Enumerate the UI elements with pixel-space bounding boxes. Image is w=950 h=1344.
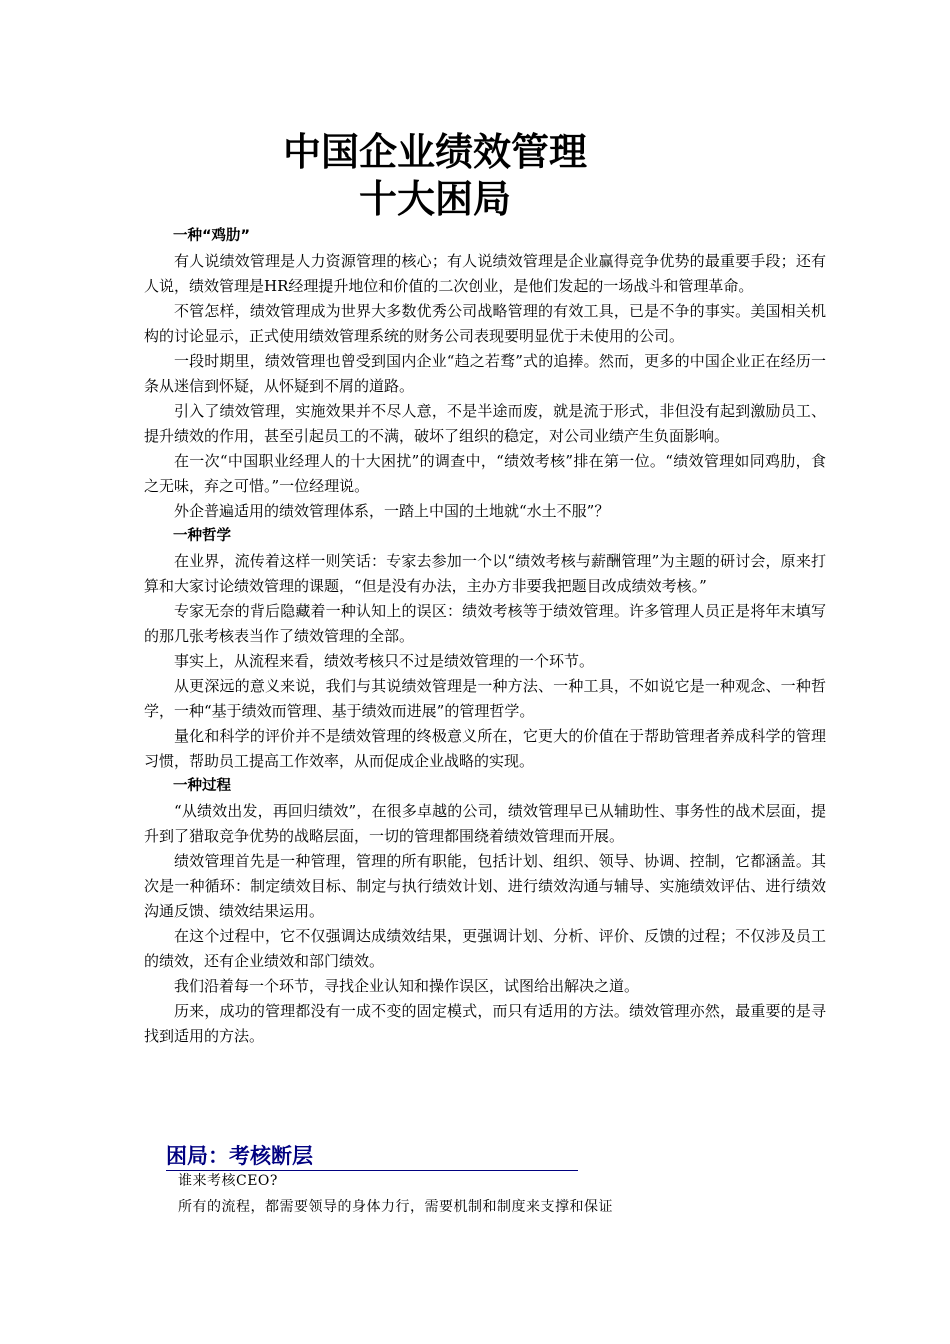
paragraph: 从更深远的意义来说，我们与其说绩效管理是一种方法、一种工具，不如说它是一种观念、一种哲学，一种“基于绩效而管理、基于绩效而进展”的管理哲学。 xyxy=(144,677,826,720)
crisis-statement: 所有的流程，都需要领导的身体力行，需要机制和制度来支撑和保证 xyxy=(178,1199,613,1215)
document-title-line1: 中国企业绩效管理 xyxy=(282,130,587,174)
paragraph: 我们沿着每一个环节，寻找企业认知和操作误区，试图给出解决之道。 xyxy=(174,977,640,995)
paragraph: “从绩效出发，再回归绩效”，在很多卓越的公司，绩效管理早已从辅助性、事务性的战术层面，提升到了猎取竞争优势的战略层面，一切的管理都围绕着绩效管理而开展。 xyxy=(144,802,826,845)
document-body xyxy=(144,224,826,1049)
paragraph: 引入了绩效管理，实施效果并不尽人意，不是半途而废，就是流于形式，非但没有起到激励员工、提升绩效的作用，甚至引起员工的不满，破坏了组织的稳定，对公司业绩产生负面影响。 xyxy=(144,402,826,445)
paragraph: 在这个过程中，它不仅强调达成绩效结果，更强调计划、分析、评价、反馈的过程；不仅涉及员工的绩效，还有企业绩效和部门绩效。 xyxy=(144,927,826,970)
section-heading-process: 一种过程 xyxy=(173,778,231,794)
paragraph: 在业界，流传着这样一则笑话：专家去参加一个以“绩效考核与薪酬管理”为主题的研讨会，原来打算和大家讨论绩效管理的课题，“但是没有办法，主办方非要我把题目改成绩效考核。” xyxy=(144,552,826,595)
document-title-line2: 十大困局 xyxy=(358,177,511,221)
paragraph: 量化和科学的评价并不是绩效管理的终极意义所在，它更大的价值在于帮助管理者养成科学的管理习惯，帮助员工提高工作效率，从而促成企业战略的实现。 xyxy=(144,727,826,770)
crisis-question: 谁来考核CEO? xyxy=(178,1173,278,1189)
paragraph: 绩效管理首先是一种管理，管理的所有职能，包括计划、组织、领导、协调、控制，它都涵盖。其次是一种循环：制定绩效目标、制定与执行绩效计划、进行绩效沟通与辅导、实施绩效评估、进行绩效沟通反馈、绩效结果运用。 xyxy=(144,852,826,920)
paragraph: 在一次“中国职业经理人的十大困扰”的调查中，“绩效考核”排在第一位。“绩效管理如同鸡肋，食之无味，弃之可惜。”一位经理说。 xyxy=(144,452,826,495)
paragraph: 一段时期里，绩效管理也曾受到国内企业“趋之若骛”式的追捧。然而，更多的中国企业正在经历一条从迷信到怀疑，从怀疑到不屑的道路。 xyxy=(144,352,826,395)
paragraph: 外企普遍适用的绩效管理体系，一踏上中国的土地就“水土不服”？ xyxy=(174,502,610,520)
paragraph: 不管怎样，绩效管理成为世界大多数优秀公司战略管理的有效工具，已是不争的事实。美国相关机构的讨论显示，正式使用绩效管理系统的财务公司表现要明显优于未使用的公司。 xyxy=(144,302,826,345)
paragraph: 有人说绩效管理是人力资源管理的核心；有人说绩效管理是企业赢得竞争优势的最重要手段；还有人说，绩效管理是HR经理提升地位和价值的二次创业，是他们发起的一场战斗和管理革命。 xyxy=(144,252,826,295)
section-heading-chicken-rib: 一种“鸡肋” xyxy=(173,228,251,244)
paragraph: 专家无奈的背后隐藏着一种认知上的误区：绩效考核等于绩效管理。许多管理人员正是将年末填写的那几张考核表当作了绩效管理的全部。 xyxy=(144,602,826,645)
crisis-heading: 困局：考核断层 xyxy=(166,1142,578,1171)
paragraph: 历来，成功的管理都没有一成不变的固定模式，而只有适用的方法。绩效管理亦然，最重要的是寻找到适用的方法。 xyxy=(144,1002,826,1045)
paragraph: 事实上，从流程来看，绩效考核只不过是绩效管理的一个环节。 xyxy=(174,652,595,670)
section-heading-philosophy: 一种哲学 xyxy=(173,528,231,544)
